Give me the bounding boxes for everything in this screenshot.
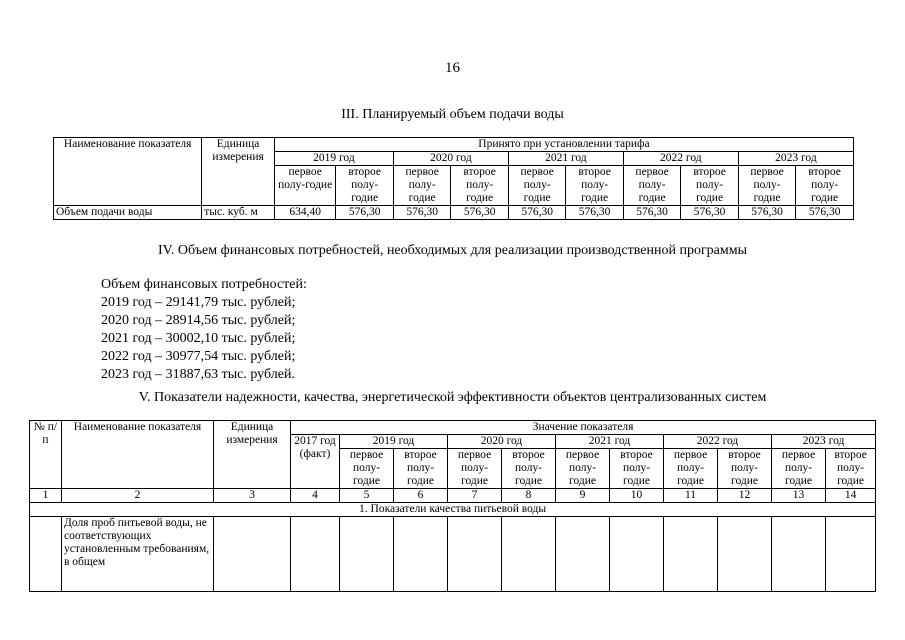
year-header: 2023 год [738,152,853,166]
half-header: первое полу-годие [772,449,826,489]
row-cell [826,517,876,592]
year-header: 2022 год [664,435,772,449]
half-header: первое полу-годие [340,449,394,489]
fact-year-header: 2017 год (факт) [291,435,340,489]
row-unit: тыс. куб. м [202,206,275,220]
page-number: 16 [445,60,460,76]
year-header: 2021 год [508,152,623,166]
subsection-title: 1. Показатели качества питьевой воды [30,503,876,517]
column-number: 2 [62,489,214,503]
half-header: первое полу-годие [664,449,718,489]
year-header: 2020 год [393,152,508,166]
column-number: 5 [340,489,394,503]
half-header: второе полу-годие [826,449,876,489]
row-value: 576,30 [566,206,623,220]
section5-heading: V. Показатели надежности, качества, энергетической эффективности объектов централизованных систем [138,390,767,405]
header-num: № п/п [30,421,62,489]
row-value: 576,30 [738,206,795,220]
financial-needs-line: 2020 год – 28914,56 тыс. рублей; [101,313,296,328]
row-cell [610,517,664,592]
water-supply-table [53,137,854,220]
half-header: второе полу-годие [502,449,556,489]
column-number: 14 [826,489,876,503]
column-number: 3 [214,489,291,503]
financial-needs-list [101,276,307,384]
half-header: первое полу-годие [508,166,565,206]
column-number: 1 [30,489,62,503]
section4-heading: IV. Объем финансовых потребностей, необходимых для реализации производственной программы [157,243,748,258]
column-number: 11 [664,489,718,503]
table-row [30,517,876,592]
row-cell [291,517,340,592]
indicators-table [29,420,876,592]
table-row [54,206,854,220]
subsection-row [30,503,876,517]
half-header: второе полу-годие [610,449,664,489]
half-header: второе полу-годие [451,166,508,206]
column-number: 4 [291,489,340,503]
year-header: 2022 год [623,152,738,166]
row-value: 576,30 [681,206,738,220]
half-header: второе полу-годие [336,166,393,206]
row-cell [502,517,556,592]
row-name: Доля проб питьевой воды, не соответствующих установленным требованиям, в общем [62,517,214,592]
column-number: 8 [502,489,556,503]
half-header: второе полу-годие [394,449,448,489]
row-value: 634,40 [274,206,336,220]
financial-needs-line: 2023 год – 31887,63 тыс. рублей. [101,367,295,382]
half-header: первое полу-годие [623,166,680,206]
row-cell [214,517,291,592]
column-number: 12 [718,489,772,503]
column-number: 6 [394,489,448,503]
row-cell [448,517,502,592]
year-header: 2020 год [448,435,556,449]
half-header: первое полу-годие [274,166,336,206]
section3-heading: III. Планируемый объем подачи воды [341,107,564,122]
year-header: 2021 год [556,435,664,449]
financial-needs-line: 2019 год – 29141,79 тыс. рублей; [101,295,296,310]
column-number-row [30,489,876,503]
half-header: второе полу-годие [718,449,772,489]
row-value: 576,30 [796,206,854,220]
header-unit: Единица измерения [214,421,291,489]
year-header: 2019 год [340,435,448,449]
row-cell [340,517,394,592]
half-header: первое полу-годие [393,166,450,206]
row-num [30,517,62,592]
header-unit: Единица измерения [202,138,275,206]
header-group: Значение показателя [291,421,876,435]
header-group: Принято при установлении тарифа [274,138,853,152]
financial-needs-line: 2021 год – 30002,10 тыс. рублей; [101,331,296,346]
column-number: 9 [556,489,610,503]
row-value: 576,30 [623,206,680,220]
half-header: второе полу-годие [796,166,854,206]
row-cell [556,517,610,592]
half-header: второе полу-годие [681,166,738,206]
half-header: первое полу-годие [448,449,502,489]
row-cell [772,517,826,592]
header-name: Наименование показателя [62,421,214,489]
header-name: Наименование показателя [54,138,202,206]
year-header: 2023 год [772,435,876,449]
half-header: второе полу-годие [566,166,623,206]
row-value: 576,30 [336,206,393,220]
row-value: 576,30 [393,206,450,220]
column-number: 10 [610,489,664,503]
financial-needs-intro: Объем финансовых потребностей: [101,277,307,292]
row-value: 576,30 [451,206,508,220]
row-cell [718,517,772,592]
row-name: Объем подачи воды [54,206,202,220]
column-number: 7 [448,489,502,503]
half-header: первое полу-годие [738,166,795,206]
year-header: 2019 год [274,152,393,166]
row-value: 576,30 [508,206,565,220]
column-number: 13 [772,489,826,503]
half-header: первое полу-годие [556,449,610,489]
financial-needs-line: 2022 год – 30977,54 тыс. рублей; [101,349,296,364]
row-cell [664,517,718,592]
row-cell [394,517,448,592]
